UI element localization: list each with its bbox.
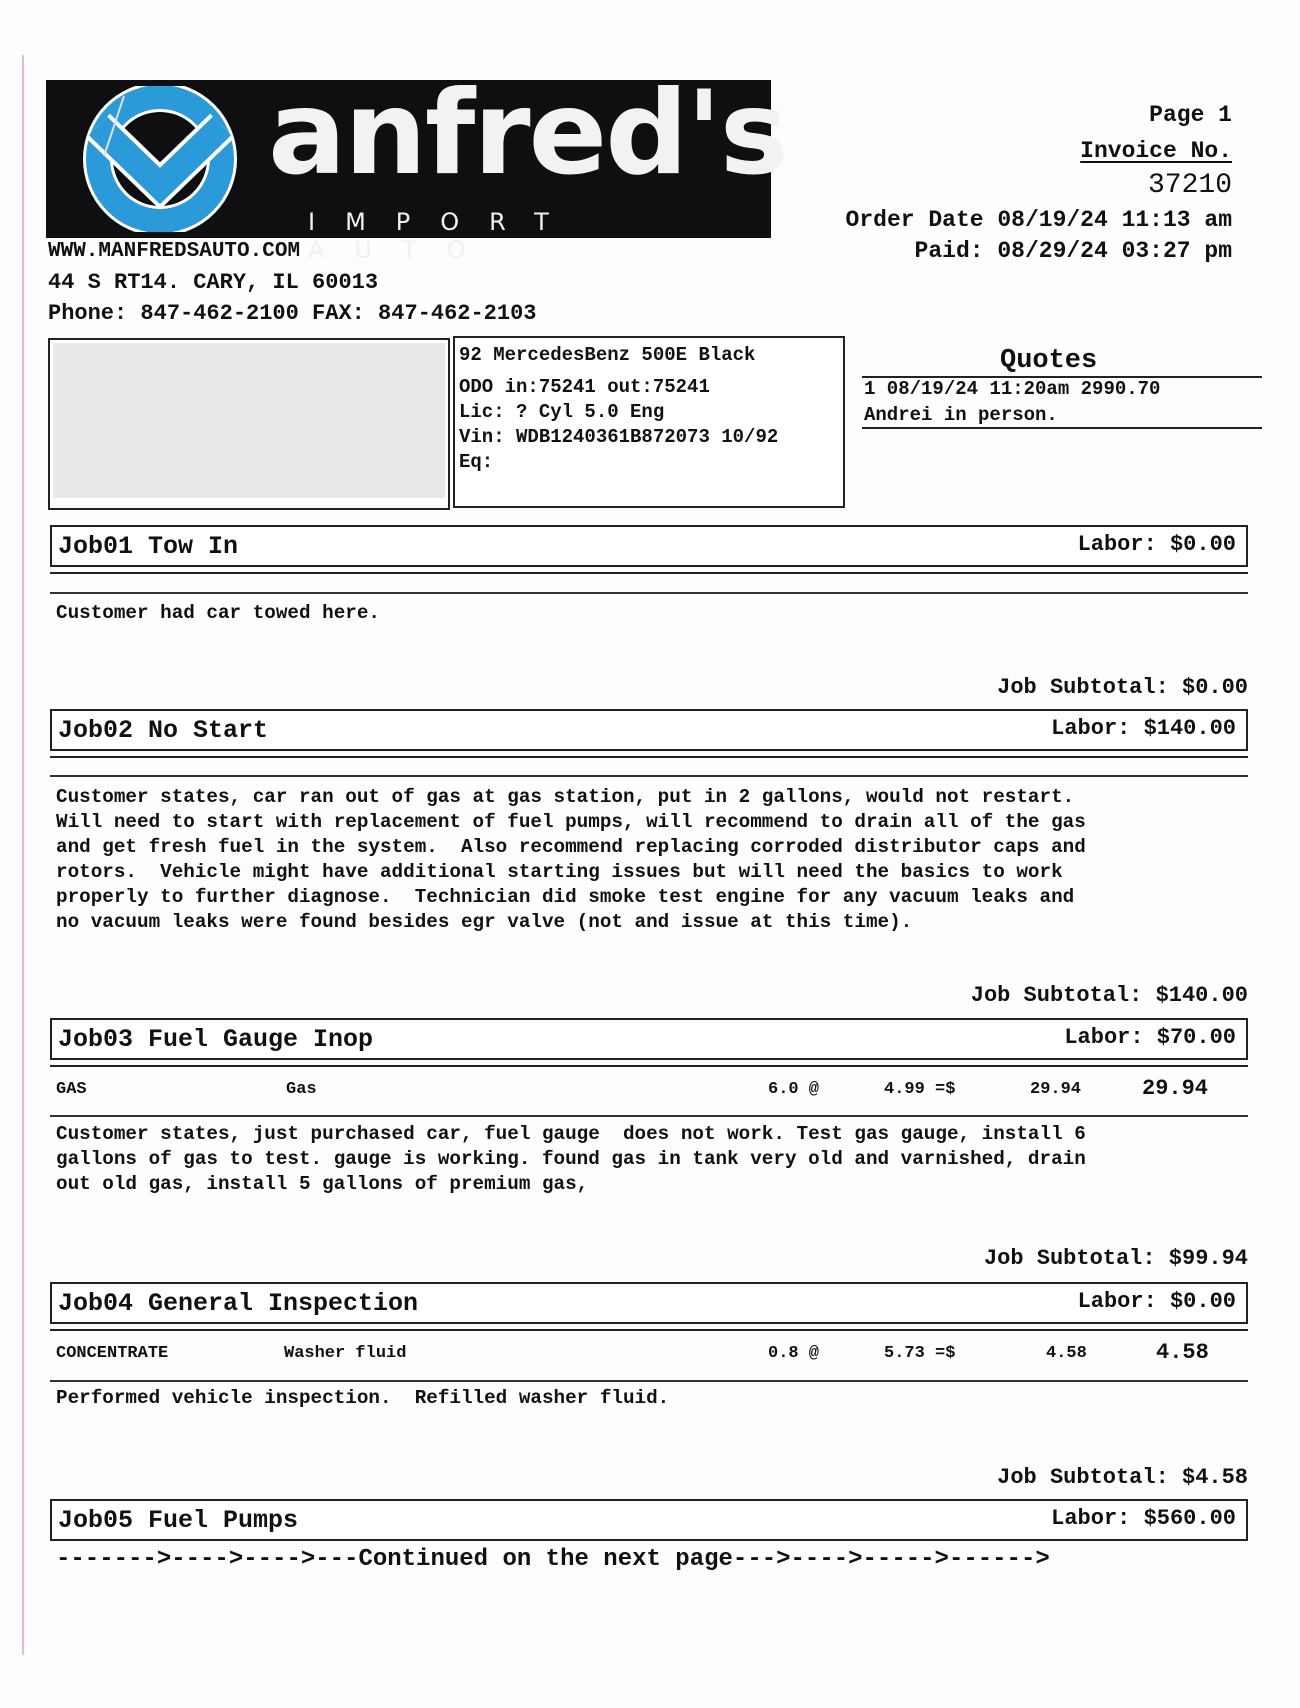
job-labor: Labor: $0.00	[1077, 532, 1236, 557]
part-quantity: 0.8 @	[768, 1344, 820, 1363]
job-header	[50, 1499, 1248, 1541]
job-labor: Labor: $140.00	[1051, 716, 1236, 741]
customer-info-box	[48, 338, 450, 510]
job-subtotal: Job Subtotal: $99.94	[983, 1246, 1248, 1271]
vehicle-vin: Vin: WDB1240361B872073 10/92	[459, 426, 779, 448]
part-amount: 29.94	[1030, 1080, 1082, 1099]
quotes-rule-bottom	[862, 427, 1262, 429]
invoice-number: 37210	[1147, 170, 1232, 201]
job-header	[50, 1282, 1248, 1324]
order-date: Order Date 08/19/24 11:13 am	[845, 207, 1232, 233]
divider	[50, 572, 1248, 574]
shop-address: 44 S RT14. CARY, IL 60013	[48, 270, 379, 295]
part-quantity: 6.0 @	[768, 1080, 820, 1099]
job-labor: Labor: $560.00	[1051, 1506, 1236, 1531]
job-description: Customer states, car ran out of gas at gas station, put in 2 gallons, would not restart. Will need to start with replacement of fuel pumps, will recommend to drain all of the gas and get fresh fuel in the system. Also recommend replacing corroded distributor caps and rotors. Vehicle might have additional starting issues but will need the basics to work properly to further diagnose. Technician did smoke test engine for any vacuum leaks and no vacuum leaks were found besides egr valve (not and issue at this time).	[56, 786, 1086, 933]
job-description: Performed vehicle inspection. Refilled washer fluid.	[56, 1387, 670, 1409]
vehicle-odometer: ODO in:75241 out:75241	[459, 376, 710, 398]
part-amount: 4.58	[1046, 1344, 1087, 1363]
part-name: Washer fluid	[284, 1344, 407, 1363]
job-title: Job01 Tow In	[58, 532, 239, 561]
vehicle-license: Lic: ? Cyl 5.0 Eng	[459, 401, 665, 423]
job-header	[50, 1018, 1248, 1060]
divider	[50, 1065, 1248, 1067]
vehicle-model: 92 MercedesBenz 500E Black	[459, 344, 756, 366]
job-subtotal: Job Subtotal: $4.58	[997, 1465, 1248, 1490]
logo-wordmark: anfred's	[268, 66, 787, 201]
paid-date: Paid: 08/29/24 03:27 pm	[914, 238, 1232, 264]
part-total: 4.58	[1156, 1340, 1209, 1365]
job-title: Job05 Fuel Pumps	[58, 1506, 299, 1535]
divider	[50, 592, 1248, 594]
vehicle-info-box	[453, 336, 845, 508]
job-labor: Labor: $70.00	[1064, 1025, 1236, 1050]
shop-phone: Phone: 847-462-2100 FAX: 847-462-2103	[48, 301, 537, 326]
part-line-item	[56, 1340, 1246, 1368]
quotes-title: Quotes	[1000, 346, 1098, 376]
divider	[50, 1380, 1248, 1382]
job-subtotal: Job Subtotal: $140.00	[970, 983, 1248, 1008]
part-name: Gas	[286, 1080, 317, 1099]
divider	[50, 775, 1248, 777]
job-description: Customer states, just purchased car, fuel gauge does not work. Test gas gauge, install 6 gallons of gas to test. gauge is working. found gas in tank very old and varnished, drain out old gas, install 5 gallons of premium gas,	[56, 1123, 1086, 1195]
part-code: GAS	[56, 1080, 87, 1099]
vehicle-equipment: Eq:	[459, 451, 494, 473]
job-title: Job04 General Inspection	[58, 1289, 419, 1318]
part-unit-price: 4.99 =$	[884, 1080, 956, 1099]
quote-author: Andrei in person.	[864, 404, 1058, 426]
part-unit-price: 5.73 =$	[884, 1344, 956, 1363]
redacted-customer-info	[53, 343, 445, 498]
part-code: CONCENTRATE	[56, 1344, 169, 1363]
job-title: Job03 Fuel Gauge Inop	[58, 1025, 374, 1054]
page-number: Page 1	[1149, 102, 1232, 128]
part-total: 29.94	[1142, 1076, 1209, 1101]
continued-notice: ------->---->---->---Continued on the next page--->---->----->------>	[56, 1546, 1050, 1573]
divider	[50, 1115, 1248, 1117]
margin-line	[22, 55, 24, 1655]
job-title: Job02 No Start	[58, 716, 269, 745]
job-labor: Labor: $0.00	[1077, 1289, 1236, 1314]
job-subtotal: Job Subtotal: $0.00	[997, 675, 1248, 700]
shop-website: WWW.MANFREDSAUTO.COM	[48, 240, 301, 263]
divider	[50, 756, 1248, 758]
job-header	[50, 709, 1248, 751]
job-header	[50, 525, 1248, 567]
logo-subtitle: IMPORT AUTO	[308, 208, 579, 264]
part-line-item	[56, 1076, 1246, 1104]
quote-line: 1 08/19/24 11:20am 2990.70	[864, 378, 1161, 400]
job-description: Customer had car towed here.	[56, 602, 380, 624]
invoice-number-label: Invoice No.	[1080, 138, 1232, 164]
logo-emblem-icon	[64, 86, 264, 232]
divider	[50, 1329, 1248, 1331]
